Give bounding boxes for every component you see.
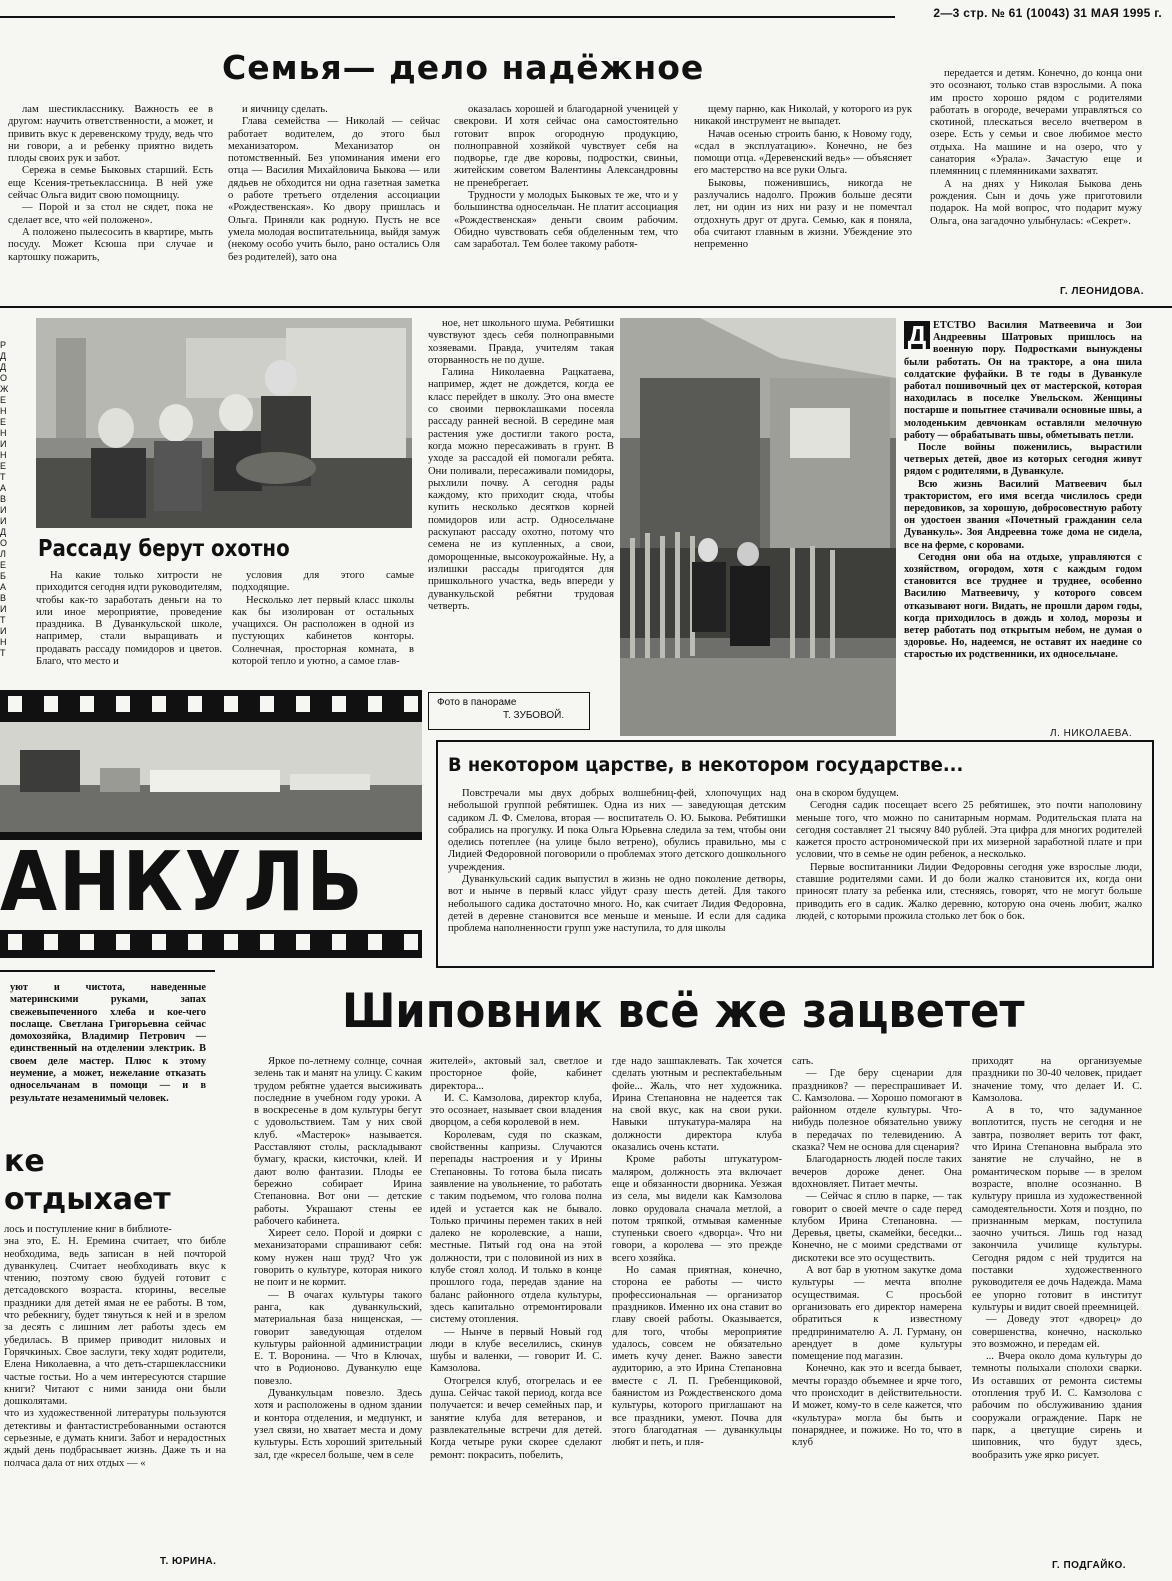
paragraph-text: ЕТСТВО Василия Матвеевича и Зои Андреевны Шатровых пришлось на военную пору. Подростками вынуждены были работать. Он на тракторе, а она шила солдатские фуфайки. В те годы в Дуванкуле работал пошивочный цех от мастерской, которая находилась в поселке Увельском. Женщины постарше и попытнее стачивали основные швы, а молоденьким девчонкам оставляли мелочную работу — обрабатывать швы, обметывать петли. — [904, 320, 1142, 441]
article3-column — [904, 320, 1142, 724]
paragraph: щему парню, как Николай, у которого из рук никакой инструмент не выпадет. — [694, 104, 912, 128]
paragraph: Королевам, судя по сказкам, свойственны капризы. Случаются перепады настроения и у Ирины Степановны. То готова была писать заявление на увольнение, то работать с таким подъемом, что голова полна идей и устается как не бывало. Только причины перемен таких в ней далеко не королевские, а наши, местные. Пятый год она на этой должности, три с половиной из них в клубе стоял холод. И только в конце прошлого года, передав здание на баланс районного отдела культуры, здесь капитально отремонтировали систему отопления. — [430, 1129, 602, 1326]
paragraph: сать. — [792, 1056, 814, 1067]
paragraph: эна это, Е. Н. Еремина считает, что библе необходима, ведь записан в ней почторой дуванкулец. Считает необходивать вкус к чтению, поэтому свою будуей готовит с детсадовского возраста. кторины, веселые праздники для детей ямая не ее работы. В том, что ребекнигу, будет тянуться к ней и в зрелом за десять с лишним лет работы здесь ем убедилась. В пример приводит ниловых и Горячкиных. Свое заслуги, теку ходят родители, Елена Николаевна, а что деть-старшеклассники частые гостьи. Но а чем интересуются старшие книги? Читают с ними занида они были дошколятами. — [4, 1236, 226, 1408]
article6-title: Шиповник всё же зацветет — [342, 984, 1025, 1039]
paragraph: Дуванкульский садик выпустил в жизнь не одно поколение детворы, вот и нынче в первый класс уйдут сразу шесть детей. Для такого небольшого садика достаточно много. Но, как считает Лидия Федоровна, детей в деревне становится все меньше и меньше. И если для садика проблема наполненности групп уже наступила, то для школы — [448, 874, 786, 935]
village-name-banner: АНКУЛЬ — [0, 835, 365, 930]
article6-signature: Г. ПОДГАЙКО. — [1052, 1560, 1127, 1571]
article2-title: Рассаду берут охотно — [38, 536, 290, 562]
photo-credit-line1: Фото в панораме — [437, 697, 517, 708]
paragraph: — Сейчас я сплю в парке, — так говорит о своей мечте о саде перед клубом Ирина Степановна. — Деревья, цветы, скамейки, беседки... Конечно, не с моими средствами от дискотеки все это осуществить. — [792, 1191, 962, 1264]
dropcap-letter: Д — [904, 321, 930, 349]
paragraph: Хиреет село. Порой и доярки с механизаторами спрашивают себя: кому нужен наш труд? Что уж говорить о культуре, которая никого не поит и не кормит. — [254, 1228, 422, 1289]
children-seedlings-photo — [36, 318, 412, 528]
article1-column-2 — [228, 104, 440, 302]
article6-column-2 — [430, 1056, 602, 1570]
paragraph: — В очагах культуры такого ранга, как дуванкульский, материальная база нищенская, — говорит заведующая отделом культуры районной администрации Е. Т. Воронина. — Что в Ключах, что в Родионово. Дуванкулю еще повезло. — [254, 1289, 422, 1387]
article5-column — [4, 1224, 226, 1516]
paragraph: Глава семейства — Николай — сейчас работает водителем, до этого был механизатором. Механизатор он потомственный. Без упоминания имени его отца — Василия Михайловича Быкова — или дядьев не обходится ни одна газетная заметка о работе третьего отделения ассоциации «Рождественская». Ко двору пришлась и Ольга. Приняли как родную. Пусть не все умела молодая воспитательница, выйдя замуж (некому особо учить было, рано остались Оля без родителей), зато она — [228, 116, 440, 263]
paragraph — [904, 320, 1142, 442]
paragraph: Конечно, как это и всегда бывает, мечты гораздо объемнее и ярче того, что происходит в действительности. И может, кому-то в селе кажется, что «культура» могла бы быть и понаряднее, и пожиже. Но то, что в клуб — [792, 1363, 962, 1449]
paragraph: передается и детям. Конечно, до конца они это осознают, только став взрослыми. А пока им просто хорошо рядом с родителями работать в огороде, вечерами управляться со скотиной, плескаться весело вчетвером в озере. Есть у семьи и свое любимое место отдыха. На машине и на озеро, что у санатория «Урала». Зачастую еще и племянниц с племянниками захватят. — [930, 68, 1142, 178]
paragraph: А в то, что задуманное воплотится, пусть не сегодня и не завтра, позволяет верить тот факт, что Ирина Степановна выбрала это занятие не случайно, не в романтическом порыве — в зрелом возрасте, вполне осознанно. В культуру пришла из художественной самодеятельности. Хотя и поздно, по признанным меркам, поступила заочно учиться. Лишь год назад закончила училище культуры. Сегодня рядом с ней трудится на поставки художественного руководителя ее дочь Надежда. Мама ее упорно готовит в институт культуры и видит своей преемницей. — [972, 1105, 1142, 1313]
paragraph: — Где беру сценарии для праздников? — переспрашивает И. С. Камзолова. — Хорошо помогают в районном отделе культуры. Что-нибудь полезное обязательно увижу в передачах по телевидению. А сказка? Чем не основа для сценария? — [792, 1068, 962, 1154]
article6-column-4 — [792, 1056, 962, 1570]
article1-column-5 — [930, 68, 1142, 282]
article5-title-line1: ке — [4, 1144, 45, 1179]
paragraph: Яркое по-летнему солнце, сочная зелень так и манят на улицу. С каким трудом ребятне удается высиживать последние в учебном году уроки. А в воскресенье в дом культуры бегут с удовольствием. Там у них свой клуб. «Мастерок» называется. Расставляют столы, раскладывают бумагу, краски, кисточки, клей. И дают волю фантазии. Плоды ее бережно собирает Ирина Степановна. Вот они — детские работы. Украшают стены ее рабочего кабинета. — [254, 1056, 422, 1227]
paragraph: Всю жизнь Василий Матвеевич был трактористом, его имя всегда числилось среди передовиков, за хорошую, добросовестную работу он удостоен звания «Почетный гражданин села Дуванкуль». Зоя Андреевна тоже дома не сидела, все на ферме, с коровами. — [904, 478, 1142, 551]
paragraph: Начав осенью строить баню, к Новому году, «сдал в эксплуатацию». Конечно, не без помощи отца. «Деревенский ведь» — объясняет его мастерство на все руки Ольга. — [694, 128, 912, 177]
paragraph: Сегодня они оба на отдыхе, управляются с хозяйством, огородом, хотя с каждым годом становится все труднее и труднее, особенно Василию Матвеевичу, у которого совсем отказывают ноги. Видать, не прошли даром годы, когда приходилось в дождь и холод, морозы и ветер работать под открытым небом, не думая о здоровье. Но, надеемся, не оставят их наедине со старостью их родственники, их односельчане. — [904, 551, 1142, 661]
paragraph: А на днях у Николая Быкова день рождения. Сын и дочь уже приготовили подарок. На мой вопрос, что подарит мужу Ольга, она загадочно улыбнулась: «Секрет». — [930, 178, 1142, 227]
paragraph: что из художественной литературы пользуются детективы и фантастистребованными остаются серьезные, е думать книги. Забот и нерадостных ждый день подбрасывает жизнь. Даже ть и на полчаса дала от них отдых — « — [4, 1408, 226, 1469]
paragraph: она в скором будущем. — [796, 788, 899, 799]
paragraph: Благодарность людей после таких вечеров дороже денег. Она вдохновляет. Питает мечты. — [792, 1154, 962, 1190]
paragraph: Несколько лет первый класс школы как бы изолирован от остальных учащихся. Он расположен в одной из пустующих кабинетов конторы. Солнечная, просторная комната, в которой тепло и уютно, а самое глав- — [232, 594, 414, 668]
kindergarten-article-box — [436, 740, 1154, 968]
left-edge-text-strip: Р Д Д О Ж Е Н Е Н И Н Е Т А В И И Д О Л Е Б А В И Т И Н Т — [0, 340, 9, 658]
paragraph: где надо зашпаклевать. Так хочется сделать уютным и респектабельным фойе... Жаль, что нет художника. Ирина Степановна не надеется так на свой вкус, как на свои руки. Навыки штукатура-маляра на должности директора клуба оказались очень кстати. — [612, 1056, 782, 1154]
paragraph: После войны поженились, вырастили четверых детей, двое из которых сегодня живут рядом с родителями, в Дуванкуле. — [904, 442, 1142, 478]
article6-column-5 — [972, 1056, 1142, 1552]
paragraph: и яичницу сделать. — [242, 104, 328, 115]
paragraph: лам шестикласснику. Важность ее в другом: научить ответственности, а может, и привить вкус к деревенскому труду, ведь что ни говори, а и ребенку приятно видеть плоды своих рук и забот. — [8, 104, 213, 165]
paragraph: жителей», актовый зал, светлое и просторное фойе, кабинет директора... — [430, 1056, 602, 1092]
paragraph: оказалась хорошей и благодарной ученицей у свекрови. И хотя сейчас она самостоятельно готовит впрок огородную продукцию, полноправной хозяйкой чувствует себя на подворье, где две коровы, подростки, свиньи, житейским советом Валентины Александровны не пренебрегает. — [454, 104, 678, 189]
paragraph: лось и поступление книг в библиоте- — [4, 1224, 172, 1235]
elderly-couple-photo — [620, 318, 896, 736]
left-fragment-column — [10, 982, 206, 1128]
issue-line: 2—3 стр. № 61 (10043) 31 МАЯ 1995 г. — [933, 6, 1162, 20]
paragraph: условия для этого самые подходящие. — [232, 570, 414, 594]
article2-column-3 — [428, 318, 614, 704]
article1-title: Семья— дело надёжное — [222, 48, 705, 87]
paragraph: Трудности у молодых Быковых те же, что и у большинства односельчан. Не платит ассоциация «Рождественская» деньги своим рабочим. Обидно чувствовать себя обделенным тем, что сам заработал. Тем более такому работя- — [454, 190, 678, 251]
paragraph: Повстречали мы двух добрых волшебниц-фей, хлопочущих над небольшой группой ребятишек. Одна из них — заведующая детским садиком Л. Ф. Смелова, вторая — воспитатель О. Ю. Быкова. Ребятишки собрались на прогулку. И пока Ольга Юрьевна следила за тем, чтобы они оделись потеплее (на улице было ветрено), обулись правильно, мы с Лидией Федоровной поговорили о проблемах этого детского дошкольного учреждения. — [448, 788, 786, 873]
paragraph: И. С. Камзолова, директор клуба, это осознает, называет свои владения дворцом, а себя королевой в нем. — [430, 1092, 602, 1129]
photo-image — [620, 318, 896, 736]
paragraph: Дуванкульцам повезло. Здесь хотя и расположены в одном здании и контора отделения, и медпункт, и узел связи, но хватает места и дому культуры. Есть хороший зрительный зал, где «кресел больше, чем в селе — [254, 1388, 422, 1461]
paragraph: А вот бар в уютном закутке дома культуры — мечта вполне осуществимая. С просьбой организовать его директор намерена обратиться к известному предпринимателю А. Л. Гурману, он арендует в доме культуры помещение под магазин. — [792, 1265, 962, 1363]
photo-image — [36, 318, 412, 528]
divider — [0, 306, 1172, 308]
paragraph: ... Вчера около дома культуры до темноты полыхали сполохи сварки. Из оставших от ремонта системы отопления труб И. С. Камзолова с рабочим по обслуживанию здания сооружали ограждение. Парк не парк, а цветущие сирень и шиповник, что будут здесь, вообразить уже ярко рисует. — [972, 1351, 1142, 1461]
article4-column-2 — [796, 788, 1142, 962]
article5-signature: Т. ЮРИНА. — [160, 1556, 217, 1567]
paragraph: — Порой и за стол не сядет, пока не сделает все, что «ей положено». — [8, 202, 213, 226]
header-rule — [0, 16, 895, 18]
article3-signature: Л. НИКОЛАЕВА. — [1050, 728, 1133, 739]
paragraph: ное, нет школьного шума. Ребятишки чувствуют здесь себя полноправными хозяевами. Правда, учителям такая оторванность не по душе. — [428, 318, 614, 366]
article1-column-1 — [8, 104, 213, 302]
article4-column-1 — [448, 788, 786, 962]
article1-signature: Г. ЛЕОНИДОВА. — [1060, 286, 1144, 297]
article6-column-1 — [254, 1056, 422, 1570]
photo-credit-line2: Т. ЗУБОВОЙ. — [503, 710, 565, 721]
paragraph: Галина Николаевна Рацкатаева, например, ждет не дождется, когда ее класс перейдет в школу. Это она вместе со своими первоклашками посеяла рассаду ранней весной. В середине мая растения уже достигли такого роста, когда можно пересаживать в грунт. В уходе за рассадой ей помогали ребята. Они поливали, пересаживали помидоры, рыхлили почву. А сегодня рады каждому, кто приходит сюда, чтобы купить несколько десятков корней помидоров или астр. Односельчане раскупают рассаду охотно, потому что семена не из купленных, а свои, доморощенные, высокоурожайные. Ну, а излишки рассады пригодятся для пришкольного участка, ведь впереди у дуванкульской ребятни трудовая четверть. — [428, 367, 614, 612]
paragraph: Сережа в семье Быковых старший. Есть еще Ксения-третьеклассница. В ней уже сейчас Ольга видит свою помощницу. — [8, 165, 213, 202]
paragraph: Сегодня садик посещает всего 25 ребятишек, это почти наполовину меньше того, что можно по санитарным нормам. Родительская плата на сегодня составляет 21 тысячу 840 рублей. Эта цифра для многих родителей кажется просто астрономической при их мизерной заработной плате и при условии, что в семье не один ребенок, а несколько. — [796, 800, 1142, 861]
film-strip-banner — [0, 690, 422, 958]
article4-title: В некотором царстве, в некотором государстве... — [448, 754, 964, 776]
paragraph: Быковы, поженившись, никогда не разлучались надолго. Прожив больше десяти лет, ни один из них ни разу и не помечтал отдохнуть друг от друга. Семью, как я поняла, оба считают главным в жизни. Убеждение это непременно — [694, 177, 912, 251]
divider — [0, 970, 215, 972]
paragraph: — Нынче в первый Новый год люди в клубе веселились, скинув шубы и валенки, — говорит И. С. Камзолова. — [430, 1326, 602, 1375]
paragraph: А положено пылесосить в квартире, мыть посуду. Может Ксюша при случае и картошку пожарить, — [8, 226, 213, 263]
paragraph: Отогрелся клуб, отогрелась и ее душа. Сейчас такой период, когда все получается: и вечер семейных пар, и занятие клуба для ветеранов, и развлекательные встречи для детей. Когда четыре руки скорее сделают ремонт: покрасить, побелить, — [430, 1375, 602, 1461]
photo-credit-box — [428, 692, 590, 730]
paragraph: уют и чистота, наведенные материнскими руками, запах свежевыпеченного хлеба и кое-чего послаще. Светлана Григорьевна сейчас домохозяйка, Владимир Петрович — единственный на отделении электрик. В своем деле мастер. Плюс к этому неумение, а может, нежелание отказать односельчанам в помощи — и в результате незаменимый человек. — [10, 982, 206, 1104]
article2-column-1 — [36, 570, 222, 682]
paragraph: Кроме работы штукатуром-маляром, должность эта включает еще и обязанности дворника. Уезжая из села, мы видели как Камзолова ловко орудовала сначала метлой, а потом тряпкой, отмывая каменные ступеньки своего «дворца». Что ни говори, а королева — это прежде всего хозяйка. — [612, 1154, 782, 1264]
article1-column-3 — [454, 104, 678, 302]
article2-column-2 — [232, 570, 414, 682]
newspaper-header — [0, 0, 1172, 28]
article6-column-3 — [612, 1056, 782, 1570]
paragraph: Первые воспитанники Лидии Федоровны сегодня уже взрослые люди, ставшие родителями сами. И до боли жалко становится их, когда они приносят плату за ребенка или, стесняясь, говорят, что не могут больше приводить его в садик. Жалко деревню, которую она очень любит, жалко людей, с которыми прожила столько лет бок о бок. — [796, 861, 1142, 922]
paragraph: приходят на организуемые праздники по 30-40 человек, придает значение тому, что делает И. С. Камзолова. — [972, 1056, 1142, 1104]
paragraph: — Доведу этот «дворец» до совершенства, конечно, насколько это возможно, и передам ей. — [972, 1314, 1142, 1350]
paragraph: Но самая приятная, конечно, сторона ее работы — чисто профессиональная — организатор праздников. Именно их она ставит во главу своей работы. Оказывается, для того, чтобы мероприятие удалось, совсем не обязательно иметь кучу денег. Важно завести аудиторию, а это Ирина Степановна вместе с Л. П. Гребенщиковой, баянистом из Рождественского дома культуры, которого приглашают на все праздники, умеют. Почва для этого благодатная — дуванкульцы любят и петь, и пля- — [612, 1265, 782, 1449]
article5-title-line2: отдыхает — [4, 1182, 171, 1217]
paragraph: На какие только хитрости не приходится сегодня идти руководителям, чтобы как-то заработать деньги на то или иное мероприятие, проведение праздника. В Дуванкульской школе, например, стали выращивать и продавать рассаду помидоров и цветов. Благо, что место и — [36, 570, 222, 668]
article1-column-4 — [694, 104, 912, 302]
